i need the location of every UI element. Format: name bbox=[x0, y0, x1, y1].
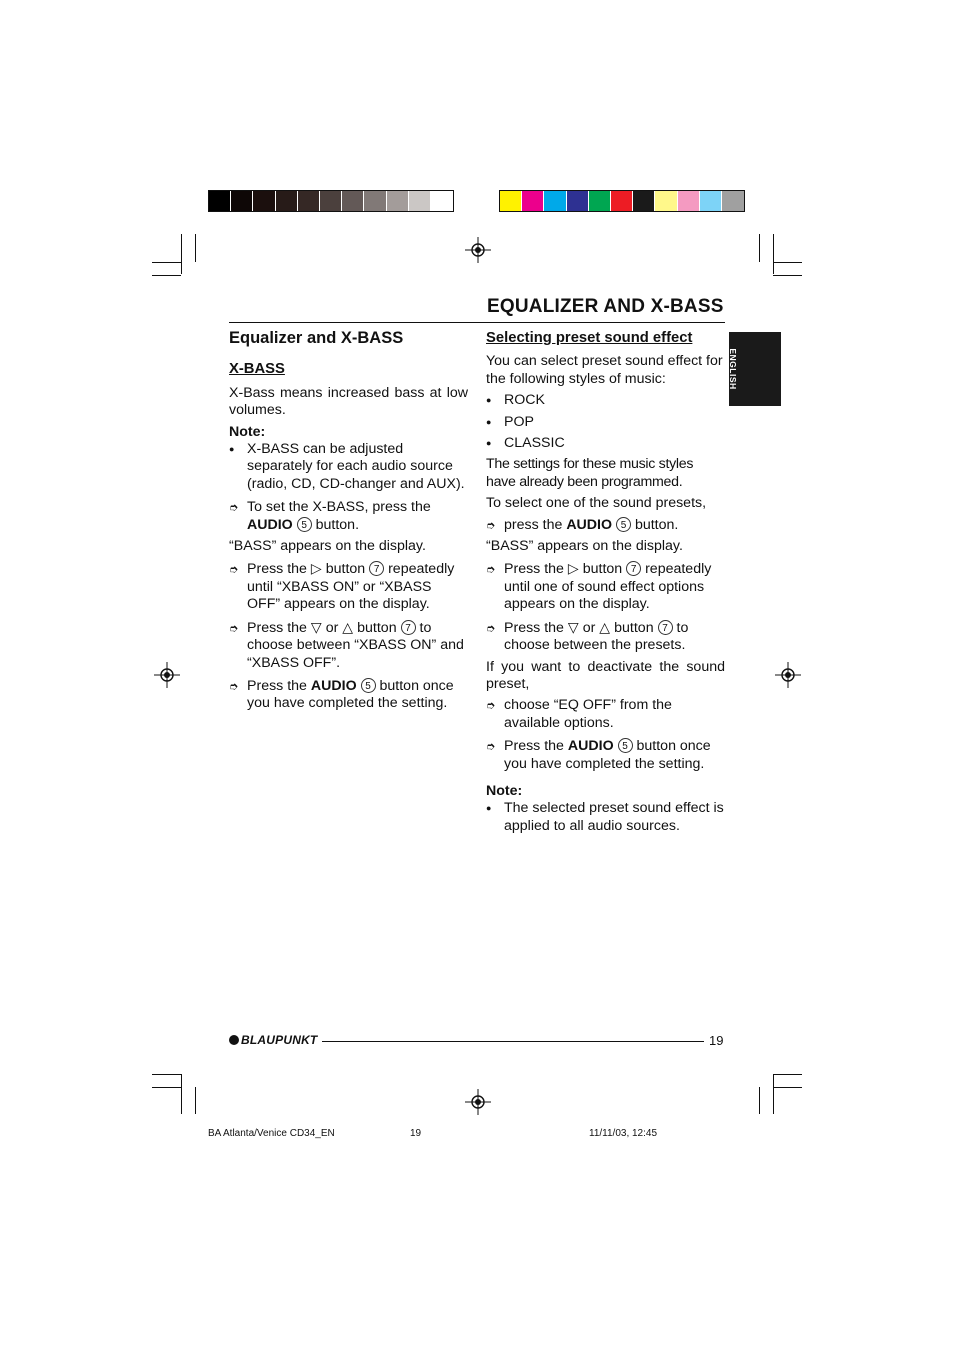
left-column bbox=[229, 330, 468, 717]
color-swatch bbox=[500, 191, 522, 211]
color-swatch bbox=[655, 191, 677, 211]
arrow-icon bbox=[486, 738, 500, 756]
arrow-icon bbox=[229, 561, 243, 579]
note-label: Note: bbox=[229, 423, 266, 440]
color-swatch bbox=[320, 191, 342, 211]
page-title: EQUALIZER AND X-BASS bbox=[487, 296, 724, 317]
color-swatch bbox=[544, 191, 566, 211]
crop-mark bbox=[773, 234, 774, 274]
subsection-heading: Selecting preset sound effect bbox=[486, 330, 693, 346]
color-swatch bbox=[276, 191, 298, 211]
arrow-icon bbox=[486, 561, 500, 579]
color-swatch bbox=[700, 191, 722, 211]
title-divider bbox=[229, 322, 725, 323]
color-swatch bbox=[431, 191, 453, 211]
footer-divider bbox=[322, 1041, 704, 1042]
color-swatch bbox=[611, 191, 633, 211]
brand-logo: BLAUPUNKT bbox=[229, 1033, 317, 1047]
display-text: “BASS” appears on the display. bbox=[486, 538, 683, 555]
list-item: ● ROCK bbox=[486, 392, 725, 409]
color-swatch bbox=[342, 191, 364, 211]
list-item: ➮ choose “EQ OFF” from the available options. bbox=[486, 697, 725, 732]
registration-mark-icon bbox=[465, 237, 491, 263]
list-item: ● X-BASS can be adjusted separately for each audio source (radio, CD, CD-changer and AUX). bbox=[229, 441, 468, 493]
process-color-bar bbox=[499, 190, 745, 212]
list-item: ● The selected preset sound effect is applied to all audio sources. bbox=[486, 800, 725, 835]
color-swatch bbox=[522, 191, 544, 211]
section-heading: Equalizer and X-BASS bbox=[229, 329, 404, 347]
color-swatch bbox=[678, 191, 700, 211]
crop-mark bbox=[152, 262, 181, 263]
crop-mark bbox=[759, 1087, 760, 1114]
page-number: 19 bbox=[709, 1033, 724, 1048]
color-swatch bbox=[298, 191, 320, 211]
grayscale-color-bar bbox=[208, 190, 454, 212]
registration-mark-icon bbox=[465, 1089, 491, 1115]
crop-mark bbox=[181, 234, 182, 274]
body-text: The settings for these music styles have already been programmed. bbox=[486, 456, 694, 490]
crop-mark bbox=[152, 275, 181, 276]
language-tab bbox=[729, 332, 781, 406]
list-item: ● CLASSIC bbox=[486, 435, 725, 452]
crop-mark bbox=[195, 234, 196, 262]
list-item: ➮ Press the AUDIO 5 button once you have completed the setting. bbox=[229, 678, 468, 713]
crop-mark bbox=[152, 1074, 181, 1075]
print-slug-page: 19 bbox=[410, 1128, 422, 1139]
subsection-heading: X-BASS bbox=[229, 361, 285, 378]
arrow-icon bbox=[229, 499, 243, 517]
bullet-icon bbox=[486, 392, 500, 410]
list-item: ➮ Press the AUDIO 5 button once you have completed the setting. bbox=[486, 738, 725, 773]
list-item: ➮ Press the ▷ button 7 repeatedly until “XBASS ON” or “XBASS OFF” appears on the display. bbox=[229, 561, 468, 613]
color-swatch bbox=[364, 191, 386, 211]
color-swatch bbox=[722, 191, 744, 211]
registration-mark-icon bbox=[154, 662, 180, 688]
arrow-icon bbox=[486, 517, 500, 535]
intro-text: You can select preset sound effect for the following styles of music: bbox=[486, 353, 723, 387]
note-label: Note: bbox=[486, 782, 523, 799]
crop-mark bbox=[152, 1087, 181, 1088]
list-item: ➮ Press the ▷ button 7 repeatedly until one of sound effect options appears on the display. bbox=[486, 561, 725, 613]
list-item: ➮ To set the X-BASS, press the AUDIO 5 button. bbox=[229, 499, 468, 534]
color-swatch bbox=[387, 191, 409, 211]
list-item: ● POP bbox=[486, 414, 725, 431]
color-swatch bbox=[231, 191, 253, 211]
crop-mark bbox=[773, 1074, 774, 1114]
crop-mark bbox=[773, 1087, 802, 1088]
crop-mark bbox=[773, 262, 802, 263]
registration-mark-icon bbox=[775, 662, 801, 688]
crop-mark bbox=[773, 1074, 802, 1075]
body-text: To select one of the sound presets, bbox=[486, 495, 707, 512]
list-item: ➮ Press the ▽ or △ button 7 to choose between “XBASS ON” and “XBASS OFF”. bbox=[229, 620, 468, 672]
bullet-icon bbox=[486, 435, 500, 453]
crop-mark bbox=[773, 275, 802, 276]
color-swatch bbox=[209, 191, 231, 211]
bullet-icon bbox=[486, 800, 500, 818]
list-item: ➮ Press the ▽ or △ button 7 to choose between the presets. bbox=[486, 620, 725, 655]
body-text: If you want to deactivate the sound preset, bbox=[486, 658, 725, 692]
list-item: ➮ press the AUDIO 5 button. bbox=[486, 517, 725, 534]
right-column bbox=[486, 330, 725, 839]
print-slug-date: 11/11/03, 12:45 bbox=[589, 1128, 658, 1139]
arrow-icon bbox=[229, 678, 243, 696]
language-tab-label: ENGLISH bbox=[728, 348, 738, 390]
crop-mark bbox=[181, 1074, 182, 1114]
arrow-icon bbox=[486, 620, 500, 638]
color-swatch bbox=[253, 191, 275, 211]
color-swatch bbox=[409, 191, 431, 211]
crop-mark bbox=[759, 234, 760, 262]
arrow-icon bbox=[486, 697, 500, 715]
arrow-icon bbox=[229, 620, 243, 638]
crop-mark bbox=[195, 1087, 196, 1114]
color-swatch bbox=[633, 191, 655, 211]
bullet-icon bbox=[229, 441, 243, 459]
intro-text: X-Bass means increased bass at low volumes. bbox=[229, 384, 468, 419]
display-text: “BASS” appears on the display. bbox=[229, 538, 426, 555]
color-swatch bbox=[589, 191, 611, 211]
color-swatch bbox=[567, 191, 589, 211]
bullet-icon bbox=[486, 414, 500, 432]
print-slug-file: BA Atlanta/Venice CD34_EN bbox=[208, 1128, 335, 1139]
